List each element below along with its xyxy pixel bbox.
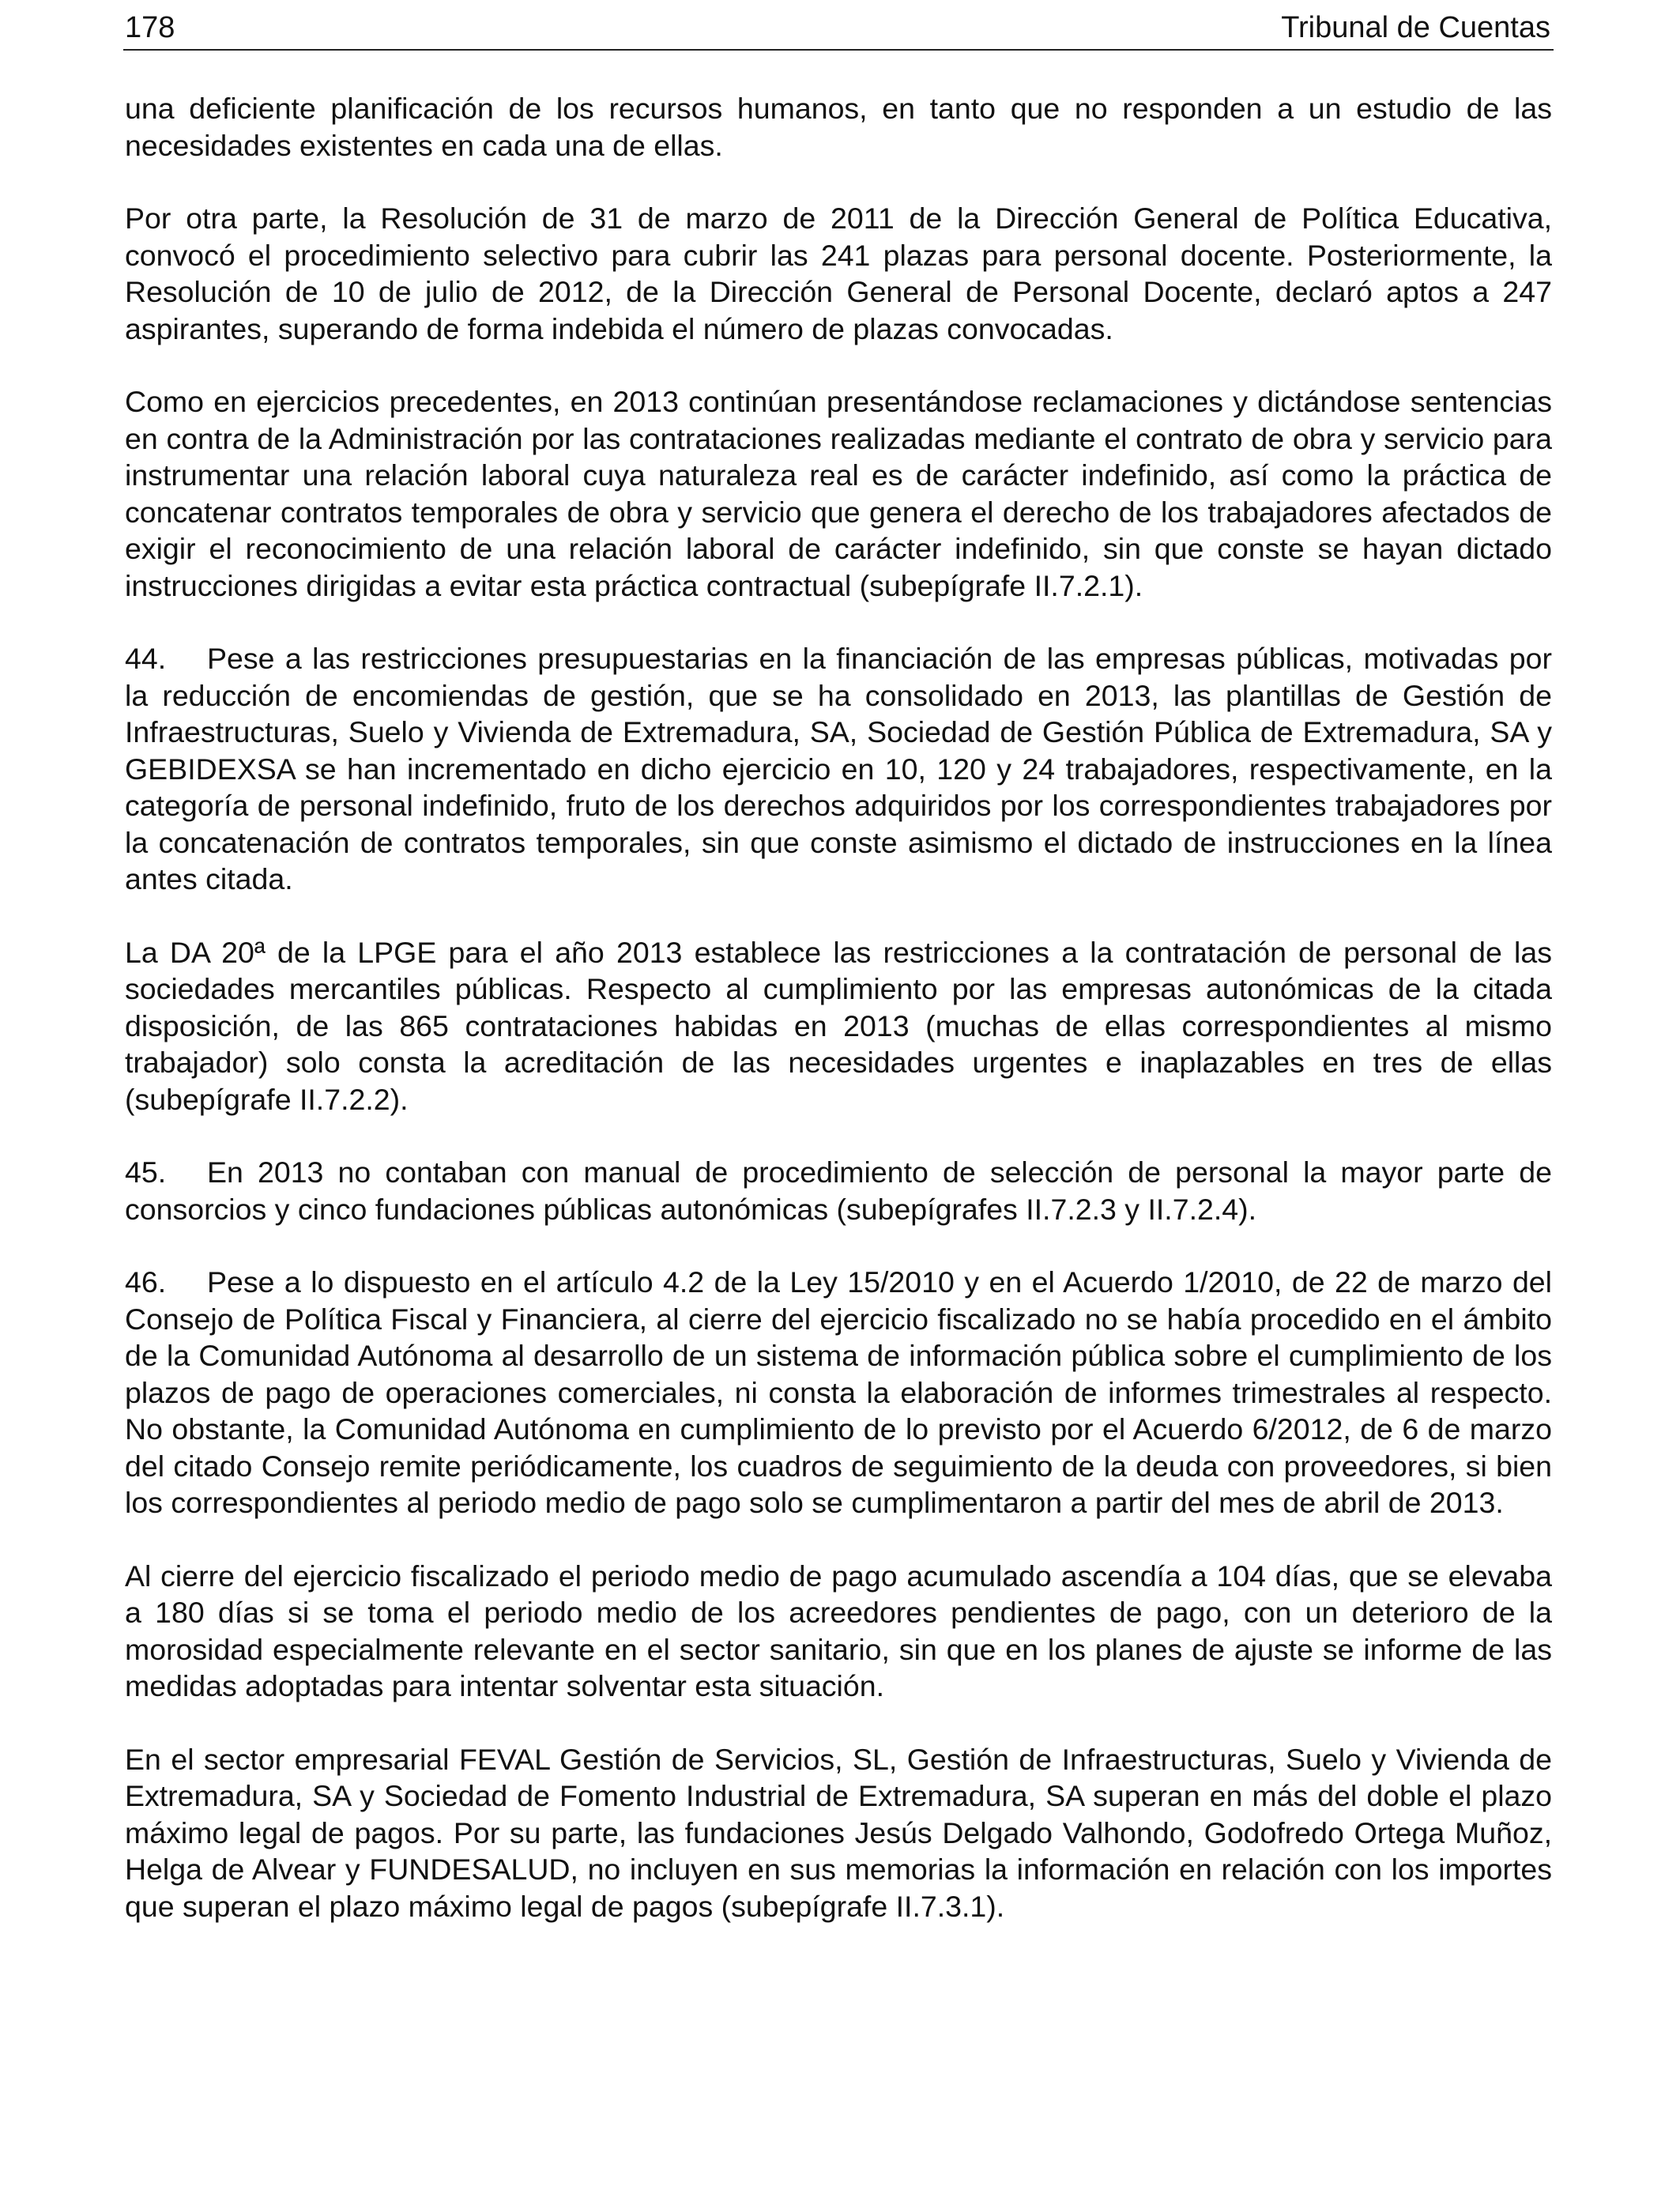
paragraph-text: Pese a las restricciones presupuestarias en la financiación de las empresas públicas, motivadas por la reducción de encomiendas de gestión, que se ha consolidado en 2013, las plantillas de Gestión de Infraestructuras, Suelo y Vivienda de Extremadura, SA, Sociedad de Gestión Pública de Extremadura, SA y GEBIDEXSA se han incrementado en dicho ejercicio en 10, 120 y 24 trabajadores, respectivamente, en la categoría de personal indefinido, fruto de los derechos adquiridos por los correspondientes trabajadores por la concatenación de contratos temporales, sin que conste asimismo el dictado de instrucciones en la línea antes citada. (125, 642, 1552, 895)
paragraph-text: Al cierre del ejercicio fiscalizado el periodo medio de pago acumulado ascendía a 104 días, que se elevaba a 180 días si se toma el periodo medio de los acreedores pendientes de pago, con un deterioro de la morosidad especialmente relevante en el sector sanitario, sin que en los planes de ajuste se informe de las medidas adoptadas para intentar solventar esta situación. (125, 1559, 1552, 1702)
paragraph (125, 383, 1552, 604)
running-head: Tribunal de Cuentas (1281, 11, 1550, 44)
paragraph-number: 46. (125, 1265, 167, 1299)
paragraph (125, 90, 1552, 164)
paragraph-number: 45. (125, 1155, 167, 1189)
paragraph (125, 1558, 1552, 1705)
page-number: 178 (125, 11, 175, 44)
paragraph-text: Pese a lo dispuesto en el artículo 4.2 de la Ley 15/2010 y en el Acuerdo 1/2010, de 22 de marzo del Consejo de Política Fiscal y Financiera, al cierre del ejercicio fiscalizado no se había procedido en el ámbito de la Comunidad Autónoma al desarrollo de un sistema de información pública sobre el cumplimiento de los plazos de pago de operaciones comerciales, ni consta la elaboración de informes trimestrales al respecto. No obstante, la Comunidad Autónoma en cumplimiento de lo previsto por el Acuerdo 6/2012, de 6 de marzo del citado Consejo remite periódicamente, los cuadros de seguimiento de la deuda con proveedores, si bien los correspondientes al periodo medio de pago solo se cumplimentaron a partir del mes de abril de 2013. (125, 1265, 1552, 1519)
paragraph-text: En 2013 no contaban con manual de procedimiento de selección de personal la mayor parte de consorcios y cinco fundaciones públicas autonómicas (subepígrafes II.7.2.3 y II.7.2.4). (125, 1155, 1552, 1226)
paragraph (125, 934, 1552, 1118)
body-text (125, 90, 1552, 1961)
numbered-paragraph (125, 1264, 1552, 1521)
paragraph-text: La DA 20ª de la LPGE para el año 2013 establece las restricciones a la contratación de personal de las sociedades mercantiles públicas. Respecto al cumplimiento por las empresas autonómicas de la citada disposición, de las 865 contrataciones habidas en 2013 (muchas de ellas correspondientes al mismo trabajador) solo consta la acreditación de las necesidades urgentes e inaplazables en tres de ellas (subepígrafe II.7.2.2). (125, 935, 1552, 1116)
paragraph-text: una deficiente planificación de los recursos humanos, en tanto que no responden a un estudio de las necesidades existentes en cada una de ellas. (125, 92, 1552, 162)
page-header (123, 8, 1554, 51)
paragraph-text: Por otra parte, la Resolución de 31 de marzo de 2011 de la Dirección General de Política Educativa, convocó el procedimiento selectivo para cubrir las 241 plazas para personal docente. Posteriormente, la Resolución de 10 de julio de 2012, de la Dirección General de Personal Docente, declaró aptos a 247 aspirantes, superando de forma indebida el número de plazas convocadas. (125, 202, 1552, 345)
paragraph-text: En el sector empresarial FEVAL Gestión de Servicios, SL, Gestión de Infraestructuras, Suelo y Vivienda de Extremadura, SA y Sociedad de Fomento Industrial de Extremadura, SA superan en más del doble el plazo máximo legal de pagos. Por su parte, las fundaciones Jesús Delgado Valhondo, Godofredo Ortega Muñoz, Helga de Alvear y FUNDESALUD, no incluyen en sus memorias la información en relación con los importes que superan el plazo máximo legal de pagos (subepígrafe II.7.3.1). (125, 1742, 1552, 1923)
numbered-paragraph (125, 1154, 1552, 1227)
paragraph-text: Como en ejercicios precedentes, en 2013 continúan presentándose reclamaciones y dictándose sentencias en contra de la Administración por las contrataciones realizadas mediante el contrato de obra y servicio para instrumentar una relación laboral cuya naturaleza real es de carácter indefinido, así como la práctica de concatenar contratos temporales de obra y servicio que genera el derecho de los trabajadores afectados de exigir el reconocimiento de una relación laboral de carácter indefinido, sin que conste se hayan dictado instrucciones dirigidas a evitar esta práctica contractual (subepígrafe II.7.2.1). (125, 385, 1552, 602)
paragraph (125, 1741, 1552, 1925)
numbered-paragraph (125, 640, 1552, 898)
paragraph (125, 200, 1552, 347)
paragraph-number: 44. (125, 642, 167, 675)
